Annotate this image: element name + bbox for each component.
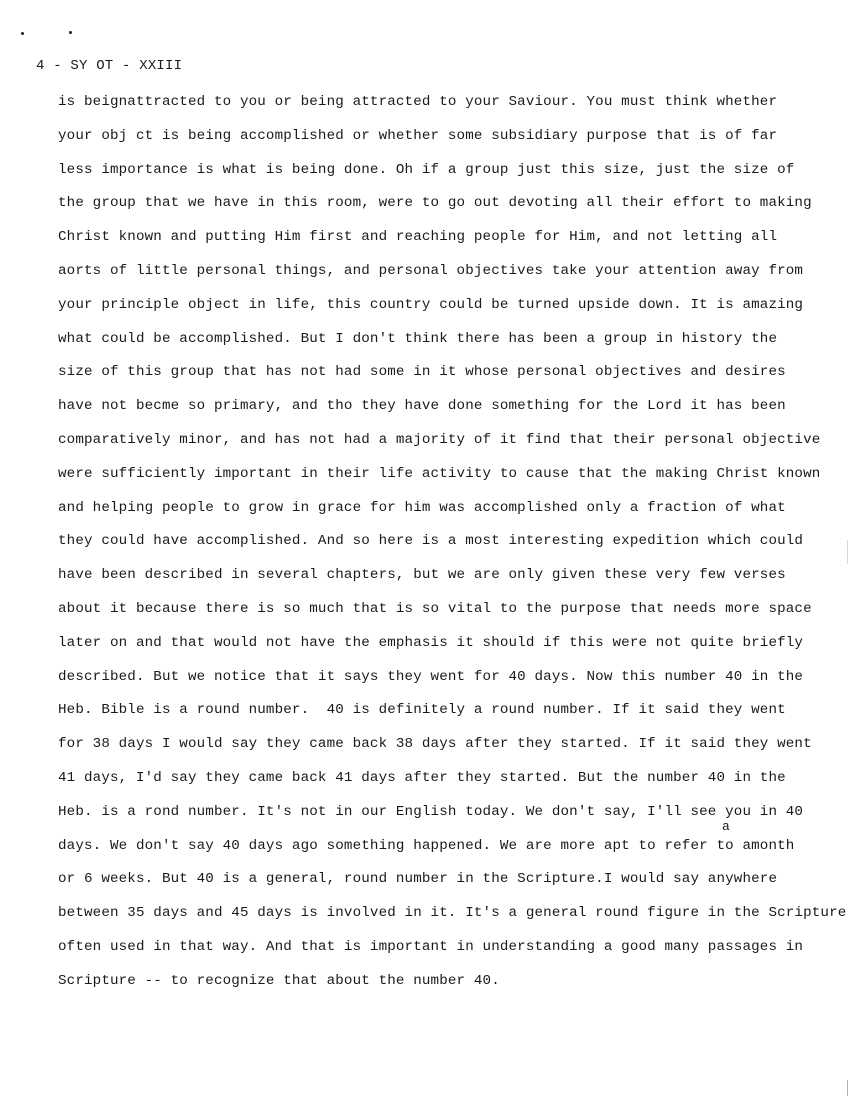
scan-speck [69,31,72,34]
text-line: less importance is what is being done. Oh if a group just this size, just the size of [58,161,795,178]
text-line: have not becme so primary, and tho they have done something for the Lord it has been [58,398,786,415]
scan-edge-mark [847,1080,848,1096]
text-line: aorts of little personal things, and personal objectives take your attention away from [58,262,804,279]
text-line: 41 days, I'd say they came back 41 days after they started. But the number 40 in the [58,769,786,786]
text-line: later on and that would not have the emphasis it should if this were not quite briefly [58,634,804,651]
text-line: for 38 days I would say they came back 38 days after they started. If it said they went [58,736,812,753]
text-line: comparatively minor, and has not had a majority of it find that their personal objective [58,431,821,448]
text-line: your principle object in life, this country could be turned upside down. It is amazing [58,296,804,313]
text-line: size of this group that has not had some in it whose personal objectives and desires [58,364,786,381]
text-line: days. We don't say 40 days ago something happened. We are more apt to refer to amonth [58,837,795,854]
text-line: about it because there is so much that is so vital to the purpose that needs more space [58,600,812,617]
text-line: and helping people to grow in grace for him was accomplished only a fraction of what [58,499,786,516]
text-line: they could have accomplished. And so here is a most interesting expedition which could [58,533,804,550]
text-line: the group that we have in this room, were to go out devoting all their effort to making [58,195,812,212]
text-line: is beignattracted to you or being attracted to your Saviour. You must think whether [58,94,778,110]
text-line: what could be accomplished. But I don't think there has been a group in history the [58,330,778,347]
text-line: described. But we notice that it says they went for 40 days. Now this number 40 in the [58,668,804,685]
body-text [58,90,847,1003]
text-line: Heb. is a rond number. It's not in our English today. We don't say, I'll see you in 40 [58,803,804,820]
text-line: often used in that way. And that is important in understanding a good many passages in [58,938,804,955]
text-line: Heb. Bible is a round number. 40 is definitely a round number. If it said they went [58,702,786,719]
text-line: Scripture -- to recognize that about the number 40. [58,972,500,989]
text-line: have been described in several chapters, but we are only given these very few verses [58,567,786,584]
scan-speck [21,32,24,35]
text-line: or 6 weeks. But 40 is a general, round number in the Scripture.I would say anywhere [58,871,778,888]
text-line: were sufficiently important in their life activity to cause that the making Christ known [58,465,821,482]
text-line: Christ known and putting Him first and reaching people for Him, and not letting all [58,229,778,246]
text-line: your obj ct is being accomplished or whether some subsidiary purpose that is of far [58,127,778,144]
page-header: 4 - SY OT - XXIII [36,58,183,74]
scan-edge-mark [847,540,848,564]
text-line: between 35 days and 45 days is involved in it. It's a general round figure in the Scripture [58,905,847,922]
handwritten-insertion-mark: a [722,819,730,834]
